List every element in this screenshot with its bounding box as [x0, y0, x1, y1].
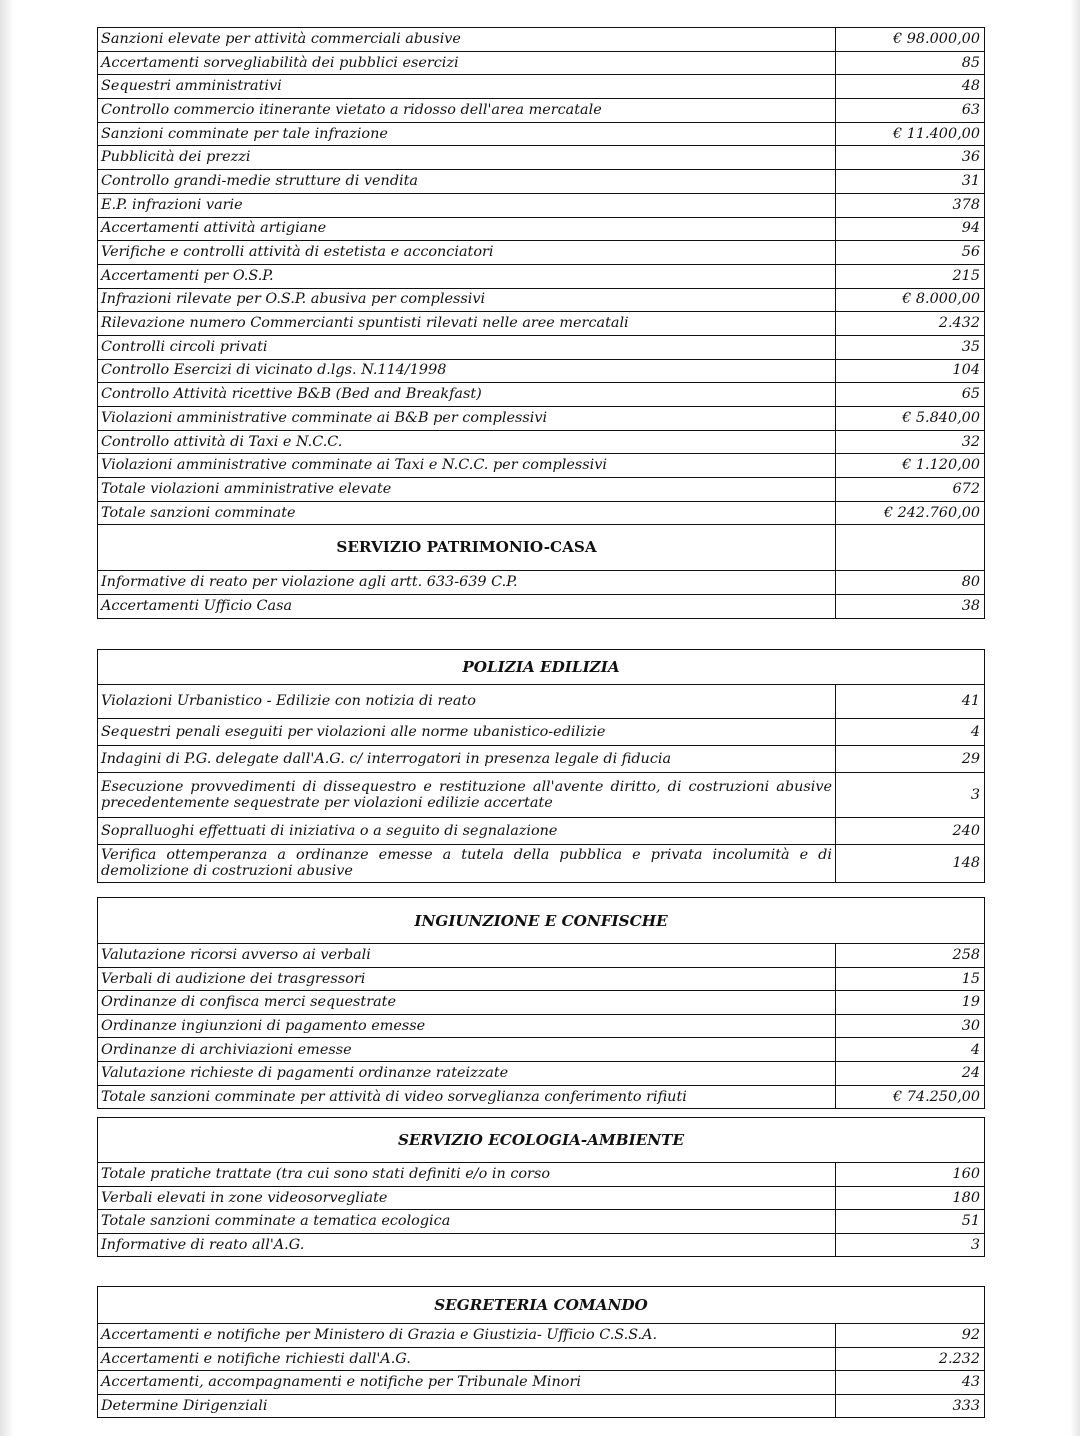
row-label: Accertamenti, accompagnamenti e notifiche per Tribunale Minori — [98, 1371, 836, 1395]
row-label: Sanzioni comminate per tale infrazione — [98, 122, 836, 146]
table-row — [98, 595, 985, 619]
table-row — [98, 1038, 985, 1062]
section-title-patrimonio-casa: SERVIZIO PATRIMONIO-CASA — [98, 525, 836, 571]
table-polizia-edilizia — [97, 649, 985, 883]
row-value: 92 — [836, 1324, 985, 1348]
table-row — [98, 51, 985, 75]
row-label: Ordinanze di archiviazioni emesse — [98, 1038, 836, 1062]
table-row — [98, 193, 985, 217]
ecologia-rows — [98, 1163, 985, 1257]
table-row — [98, 944, 985, 968]
row-value: 65 — [836, 383, 985, 407]
row-value: 63 — [836, 99, 985, 123]
row-label: Ordinanze ingiunzioni di pagamento emesse — [98, 1014, 836, 1038]
table-row — [98, 818, 985, 845]
table-ingiunzione-confische — [97, 897, 985, 1109]
row-label: Controllo attività di Taxi e N.C.C. — [98, 430, 836, 454]
row-label: Accertamenti e notifiche per Ministero di Grazia e Giustizia- Ufficio C.S.S.A. — [98, 1324, 836, 1348]
table-row — [98, 1371, 985, 1395]
row-value: 15 — [836, 967, 985, 991]
row-label: Violazioni Urbanistico - Edilizie con notizia di reato — [98, 685, 836, 719]
table-row — [98, 1347, 985, 1371]
row-value: 148 — [836, 845, 985, 883]
section-header-empty-cell — [836, 525, 985, 571]
row-value: 215 — [836, 264, 985, 288]
row-value: € 8.000,00 — [836, 288, 985, 312]
table-row — [98, 1186, 985, 1210]
row-label: Violazioni amministrative comminate ai B&B per complessivi — [98, 407, 836, 431]
table-row — [98, 241, 985, 265]
table-row — [98, 454, 985, 478]
table-row — [98, 1394, 985, 1418]
row-label: Accertamenti attività artigiane — [98, 217, 836, 241]
table-row — [98, 99, 985, 123]
row-label: Controllo Attività ricettive B&B (Bed and Breakfast) — [98, 383, 836, 407]
row-value: 4 — [836, 1038, 985, 1062]
table-row — [98, 845, 985, 883]
row-value: 180 — [836, 1186, 985, 1210]
table-row — [98, 746, 985, 773]
table-row — [98, 571, 985, 595]
table-row — [98, 1014, 985, 1038]
row-value: 80 — [836, 571, 985, 595]
table-row — [98, 217, 985, 241]
row-value: € 74.250,00 — [836, 1085, 985, 1109]
table-row — [98, 1233, 985, 1257]
row-label: Valutazione richieste di pagamenti ordinanze rateizzate — [98, 1061, 836, 1085]
row-label: Infrazioni rilevate per O.S.P. abusiva per complessivi — [98, 288, 836, 312]
row-label: Totale violazioni amministrative elevate — [98, 478, 836, 502]
row-label: Verifica ottemperanza a ordinanze emesse a tutela della pubblica e privata incolumità e di demolizione di costruzioni abusive — [98, 845, 836, 883]
row-label: Violazioni amministrative comminate ai Taxi e N.C.C. per complessivi — [98, 454, 836, 478]
row-label: Ordinanze di confisca merci sequestrate — [98, 991, 836, 1015]
row-label: Controllo Esercizi di vicinato d.lgs. N.114/1998 — [98, 359, 836, 383]
table-row — [98, 170, 985, 194]
row-value: 160 — [836, 1163, 985, 1187]
row-label: Valutazione ricorsi avverso ai verbali — [98, 944, 836, 968]
table-row — [98, 991, 985, 1015]
table-row — [98, 122, 985, 146]
row-value: 35 — [836, 335, 985, 359]
row-value: 258 — [836, 944, 985, 968]
row-value: 3 — [836, 1233, 985, 1257]
row-value: 2.232 — [836, 1347, 985, 1371]
polizia-edilizia-rows — [98, 685, 985, 883]
row-label: Informative di reato per violazione agli artt. 633-639 C.P. — [98, 571, 836, 595]
row-label: Sequestri penali eseguiti per violazioni alle norme ubanistico-edilizie — [98, 719, 836, 746]
table-row — [98, 335, 985, 359]
patrimonio-casa-rows — [98, 571, 985, 618]
section-header-row — [98, 525, 985, 571]
row-label: Controllo grandi-medie strutture di vendita — [98, 170, 836, 194]
row-label: Totale pratiche trattate (tra cui sono stati definiti e/o in corso — [98, 1163, 836, 1187]
row-label: Verbali di audizione dei trasgressori — [98, 967, 836, 991]
section-header-row — [98, 1287, 985, 1324]
segreteria-rows — [98, 1324, 985, 1418]
row-label: Accertamenti sorvegliabilità dei pubblici esercizi — [98, 51, 836, 75]
table-row — [98, 719, 985, 746]
row-value: 43 — [836, 1371, 985, 1395]
row-value: € 242.760,00 — [836, 501, 985, 525]
table-row — [98, 407, 985, 431]
page-edge-right — [1070, 0, 1080, 1436]
table-ecologia-ambiente — [97, 1117, 985, 1257]
section-header-row — [98, 650, 985, 685]
row-value: 4 — [836, 719, 985, 746]
table-row — [98, 75, 985, 99]
table-row — [98, 312, 985, 336]
section-header-row — [98, 1118, 985, 1163]
row-label: Sopralluoghi effettuati di iniziativa o a seguito di segnalazione — [98, 818, 836, 845]
row-value: 85 — [836, 51, 985, 75]
row-value: 19 — [836, 991, 985, 1015]
table-row — [98, 28, 985, 52]
table-segreteria-comando — [97, 1286, 985, 1418]
section-title-ecologia: SERVIZIO ECOLOGIA-AMBIENTE — [98, 1118, 985, 1163]
row-label: Rilevazione numero Commercianti spuntisti rilevati nelle aree mercatali — [98, 312, 836, 336]
section-title-segreteria: SEGRETERIA COMANDO — [98, 1287, 985, 1324]
section-title-polizia-edilizia: POLIZIA EDILIZIA — [98, 650, 985, 685]
row-value: 32 — [836, 430, 985, 454]
row-label: Totale sanzioni comminate — [98, 501, 836, 525]
row-label: E.P. infrazioni varie — [98, 193, 836, 217]
row-value: 36 — [836, 146, 985, 170]
row-value: 41 — [836, 685, 985, 719]
section-title-ingiunzione: INGIUNZIONE E CONFISCHE — [98, 898, 985, 944]
row-label: Accertamenti Ufficio Casa — [98, 595, 836, 619]
row-value: 38 — [836, 595, 985, 619]
table-row — [98, 1324, 985, 1348]
table-row — [98, 264, 985, 288]
table-row — [98, 478, 985, 502]
row-label: Indagini di P.G. delegate dall'A.G. c/ interrogatori in presenza legale di fiducia — [98, 746, 836, 773]
row-label: Totale sanzioni comminate a tematica ecologica — [98, 1210, 836, 1234]
table-row — [98, 1061, 985, 1085]
table-row — [98, 1085, 985, 1109]
row-value: € 5.840,00 — [836, 407, 985, 431]
row-label: Sanzioni elevate per attività commerciali abusive — [98, 28, 836, 52]
table-commerce-patrimonio — [97, 27, 985, 619]
table-row — [98, 685, 985, 719]
table-row — [98, 430, 985, 454]
row-label: Sequestri amministrativi — [98, 75, 836, 99]
table-row — [98, 967, 985, 991]
row-value: 31 — [836, 170, 985, 194]
row-label: Pubblicità dei prezzi — [98, 146, 836, 170]
commerce-rows — [98, 28, 985, 525]
table-row — [98, 773, 985, 818]
row-value: 3 — [836, 773, 985, 818]
table-row — [98, 501, 985, 525]
section-header-row — [98, 898, 985, 944]
row-label: Totale sanzioni comminate per attività di video sorveglianza conferimento rifiuti — [98, 1085, 836, 1109]
row-label: Accertamenti e notifiche richiesti dall'A.G. — [98, 1347, 836, 1371]
row-label: Accertamenti per O.S.P. — [98, 264, 836, 288]
row-label: Controllo commercio itinerante vietato a ridosso dell'area mercatale — [98, 99, 836, 123]
table-row — [98, 1210, 985, 1234]
row-value: € 1.120,00 — [836, 454, 985, 478]
row-value: 378 — [836, 193, 985, 217]
row-label: Controlli circoli privati — [98, 335, 836, 359]
row-value: 2.432 — [836, 312, 985, 336]
row-label: Esecuzione provvedimenti di dissequestro e restituzione all'avente diritto, di costruzioni abusive precedentemente sequestrate per violazioni edilizie accertate — [98, 773, 836, 818]
row-value: 94 — [836, 217, 985, 241]
row-label: Determine Dirigenziali — [98, 1394, 836, 1418]
row-value: € 11.400,00 — [836, 122, 985, 146]
table-row — [98, 359, 985, 383]
table-row — [98, 1163, 985, 1187]
row-value: 24 — [836, 1061, 985, 1085]
row-value: 104 — [836, 359, 985, 383]
row-value: 333 — [836, 1394, 985, 1418]
row-value: 240 — [836, 818, 985, 845]
row-label: Verbali elevati in zone videosorvegliate — [98, 1186, 836, 1210]
row-value: 51 — [836, 1210, 985, 1234]
row-value: 672 — [836, 478, 985, 502]
table-row — [98, 383, 985, 407]
row-value: 29 — [836, 746, 985, 773]
table-row — [98, 288, 985, 312]
page-edge-left — [0, 0, 14, 1436]
row-value: 48 — [836, 75, 985, 99]
row-label: Verifiche e controlli attività di estetista e acconciatori — [98, 241, 836, 265]
row-value: € 98.000,00 — [836, 28, 985, 52]
row-value: 56 — [836, 241, 985, 265]
ingiunzione-rows — [98, 944, 985, 1109]
table-row — [98, 146, 985, 170]
row-value: 30 — [836, 1014, 985, 1038]
row-label: Informative di reato all'A.G. — [98, 1233, 836, 1257]
